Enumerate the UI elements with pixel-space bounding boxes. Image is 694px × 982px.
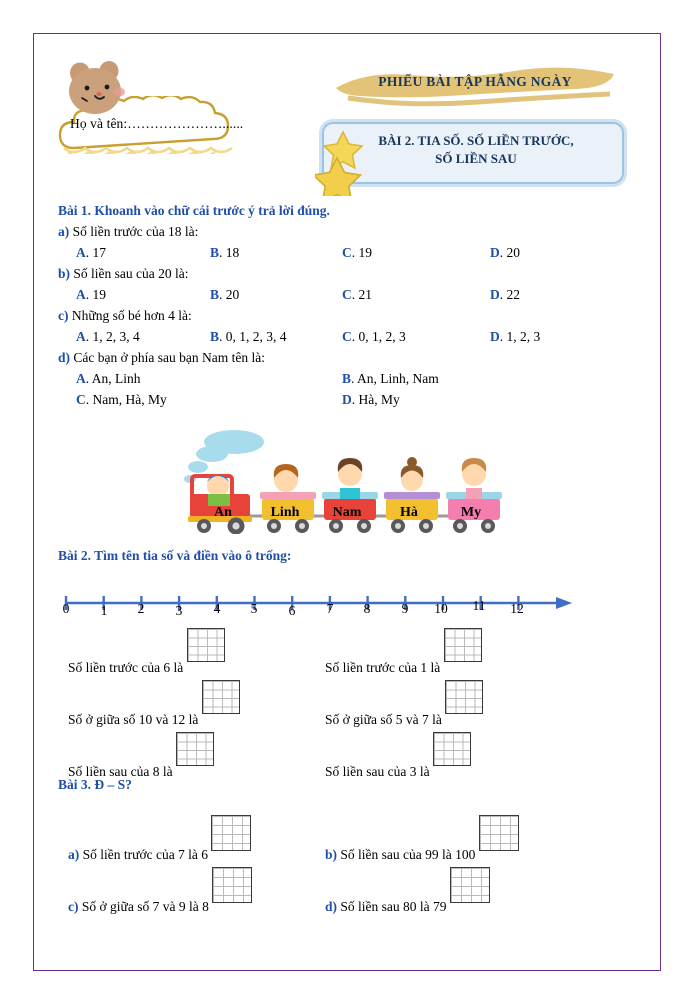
option-c3-letter: C <box>342 329 352 344</box>
option-c2-letter: B <box>210 329 220 344</box>
option-a1-value: 17 <box>92 245 106 260</box>
bai3-item-b-label: b) <box>325 847 338 862</box>
bai3-answer-box-d[interactable] <box>450 867 490 903</box>
bai3-item-d-label: d) <box>325 899 338 914</box>
option-c1-value: 1, 2, 3, 4 <box>92 329 140 344</box>
bai2-answer-box-5[interactable] <box>433 732 471 766</box>
option-b2-value: 20 <box>225 287 240 302</box>
option-c4[interactable]: D. 1, 2, 3 <box>490 329 541 344</box>
option-d4[interactable]: D. Hà, My <box>342 392 400 407</box>
bai1-heading: Bài 1. Khoanh vào chữ cái trước ý trả lời đúng. <box>58 203 330 218</box>
question-c-label: c) <box>58 308 69 323</box>
bai2-item-5 <box>325 744 471 780</box>
bai2-item-3 <box>325 692 483 728</box>
bai3-answer-box-c[interactable] <box>212 867 252 903</box>
question-a-text: Số liền trước của 18 là: <box>69 224 199 239</box>
bai3-item-a-label: a) <box>68 847 80 862</box>
option-c3[interactable]: C. 0, 1, 2, 3 <box>342 329 406 344</box>
numberline-tick-6: 6 <box>288 603 296 618</box>
bai3-item-d <box>325 877 490 915</box>
bai2-item-2-text: Số ở giữa số 10 và 12 là <box>68 712 199 727</box>
lesson-title-line2: SỐ LIỀN SAU <box>435 151 517 167</box>
numberline-tick-4: 4 <box>213 601 221 616</box>
bai2-item-5-text: Số liền sau của 3 là <box>325 764 430 779</box>
question-b-text: Số liền sau của 20 là: <box>70 266 189 281</box>
bai3-item-a-text: Số liền trước của 7 là 6 <box>79 847 209 862</box>
bai3-item-c-text: Số ở giữa số 7 và 9 là 8 <box>78 899 209 914</box>
option-d4-value: Hà, My <box>358 392 400 407</box>
star-decoration-icon <box>315 126 385 196</box>
bai2-answer-box-2[interactable] <box>202 680 240 714</box>
option-a1-letter: A <box>76 245 86 260</box>
bai2-item-4 <box>68 744 214 780</box>
option-b4-value: 22 <box>506 287 520 302</box>
numberline-tick-0: 0 <box>62 601 70 616</box>
option-b2-letter: B <box>210 287 220 302</box>
train-car-label-2: Nam <box>332 505 362 520</box>
bai2-item-0 <box>68 640 225 676</box>
train-car-label-4: My <box>460 505 482 520</box>
option-a3-letter: C <box>342 245 352 260</box>
numberline-tick-5: 5 <box>250 601 258 616</box>
train-car-label-0: An <box>214 505 232 520</box>
bai2-item-2 <box>68 692 240 728</box>
option-a3[interactable]: C. 19 <box>342 245 372 260</box>
option-d2[interactable]: B. An, Linh, Nam <box>342 371 439 386</box>
numberline-tick-2: 2 <box>137 601 145 616</box>
option-d2-value: An, Linh, Nam <box>357 371 439 386</box>
bai2-answer-box-4[interactable] <box>176 732 214 766</box>
option-c2-value: 0, 1, 2, 3, 4 <box>225 329 287 344</box>
bai3-item-c <box>68 877 252 915</box>
option-d3-value: Nam, Hà, My <box>92 392 167 407</box>
option-a2-value: 18 <box>225 245 240 260</box>
lesson-title-line1: BÀI 2. TIA SỐ. SỐ LIỀN TRƯỚC, <box>378 133 574 148</box>
option-d3-letter: C <box>76 392 86 407</box>
bai3-item-c-label: c) <box>68 899 79 914</box>
question-a-label: a) <box>58 224 70 239</box>
bai2-item-4-text: Số liền sau của 8 là <box>68 764 173 779</box>
bai2-heading: Bài 2. Tìm tên tia số và điền vào ô trống: <box>58 548 292 563</box>
option-b3-value: 21 <box>358 287 372 302</box>
option-d4-letter: D <box>342 392 352 407</box>
question-d-text: Các bạn ở phía sau bạn Nam tên là: <box>70 350 265 365</box>
option-c3-value: 0, 1, 2, 3 <box>358 329 406 344</box>
bai3-item-d-text: Số liền sau 80 là 79 <box>337 899 447 914</box>
option-d3[interactable]: C. Nam, Hà, My <box>76 392 167 407</box>
name-label: Họ và tên:…………………...... <box>70 116 244 131</box>
option-a2[interactable]: B. 18 <box>210 245 240 260</box>
option-a3-value: 19 <box>358 245 372 260</box>
numberline-tick-1: 1 <box>100 603 108 618</box>
bai3-item-a <box>68 825 251 863</box>
question-d <box>58 350 265 366</box>
numberline-tick-8: 8 <box>363 601 371 616</box>
option-b4[interactable]: D. 22 <box>490 287 520 302</box>
option-c1-letter: A <box>76 329 86 344</box>
option-b3-letter: C <box>342 287 352 302</box>
option-c4-letter: D <box>490 329 500 344</box>
question-d-label: d) <box>58 350 71 365</box>
train-car-label-3: Hà <box>400 505 418 520</box>
numberline-tick-10: 10 <box>434 601 448 616</box>
bai2-item-0-text: Số liền trước của 6 là <box>68 660 184 675</box>
option-c1[interactable]: A. 1, 2, 3, 4 <box>76 329 140 344</box>
question-c-text: Những số bé hơn 4 là: <box>68 308 192 323</box>
bai3-item-b-text: Số liền sau của 99 là 100 <box>337 847 476 862</box>
bai2-answer-box-3[interactable] <box>445 680 483 714</box>
train-car-label-1: Linh <box>270 505 300 520</box>
option-a4-value: 20 <box>506 245 520 260</box>
option-a1[interactable]: A. 17 <box>76 245 106 260</box>
question-b <box>58 266 189 282</box>
option-c4-value: 1, 2, 3 <box>506 329 541 344</box>
bai2-answer-box-1[interactable] <box>444 628 482 662</box>
bai3-item-b <box>325 825 519 863</box>
bear-mascot-icon <box>62 58 136 116</box>
bai2-answer-box-0[interactable] <box>187 628 225 662</box>
option-b2[interactable]: B. 20 <box>210 287 240 302</box>
bai3-heading: Bài 3. Đ – S? <box>58 777 132 792</box>
option-b1-letter: A <box>76 287 86 302</box>
option-a4[interactable]: D. 20 <box>490 245 520 260</box>
option-a4-letter: D <box>490 245 500 260</box>
bai2-item-1-text: Số liền trước của 1 là <box>325 660 441 675</box>
numberline-tick-7: 7 <box>326 601 334 616</box>
option-d1-letter: A <box>76 371 86 386</box>
numberline-tick-9: 9 <box>401 601 409 616</box>
option-b1-value: 19 <box>92 287 106 302</box>
question-c <box>58 308 192 324</box>
option-b3[interactable]: C. 21 <box>342 287 372 302</box>
numberline-tick-11: 11 <box>472 598 486 613</box>
option-b4-letter: D <box>490 287 500 302</box>
option-c2[interactable]: B. 0, 1, 2, 3, 4 <box>210 329 287 344</box>
numberline-tick-12: 12 <box>510 601 524 616</box>
option-d1-value: An, Linh <box>91 371 141 386</box>
option-d1[interactable]: A. An, Linh <box>76 371 141 386</box>
bai3-answer-box-b[interactable] <box>479 815 519 851</box>
option-b1[interactable]: A. 19 <box>76 287 106 302</box>
worksheet-banner-title: PHIẾU BÀI TẬP HẰNG NGÀY <box>378 74 572 89</box>
numberline-tick-3: 3 <box>175 603 183 618</box>
bai2-item-3-text: Số ở giữa số 5 và 7 là <box>325 712 442 727</box>
option-a2-letter: B <box>210 245 220 260</box>
bai2-item-1 <box>325 640 482 676</box>
question-b-label: b) <box>58 266 71 281</box>
question-a <box>58 224 198 240</box>
bai3-answer-box-a[interactable] <box>211 815 251 851</box>
option-d2-letter: B <box>342 371 352 386</box>
